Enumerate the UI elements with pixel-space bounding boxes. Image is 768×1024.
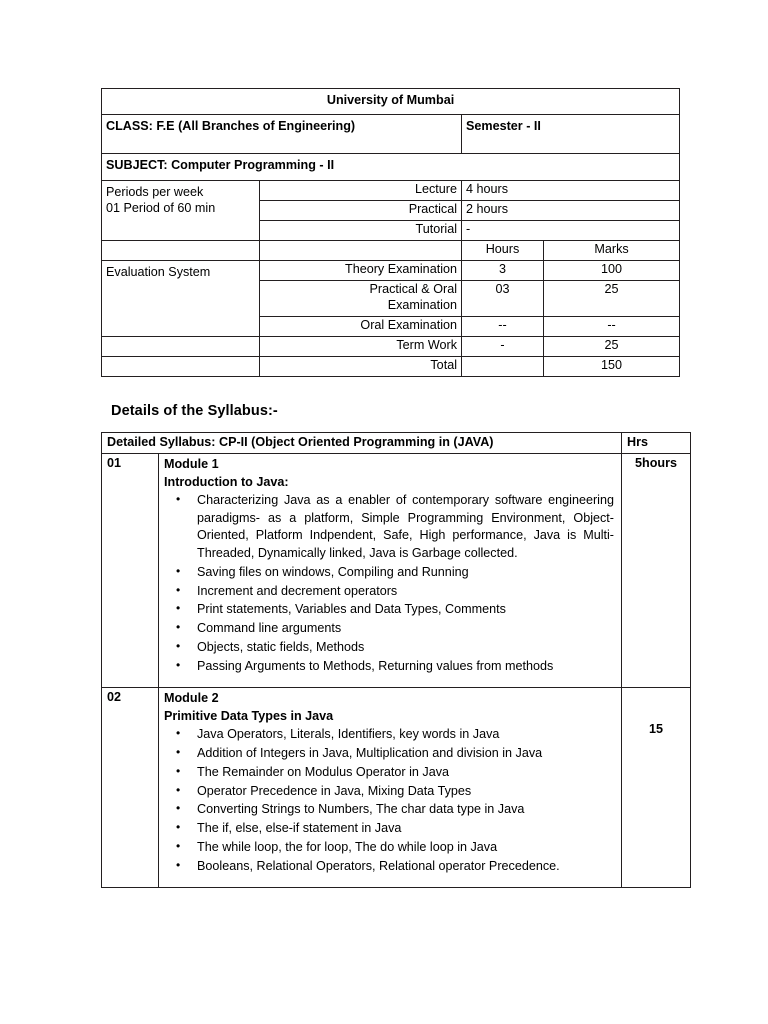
detailed-syllabus-table [101, 432, 691, 888]
course-info-table [101, 88, 680, 377]
table-row-class [102, 115, 680, 154]
eval-row-name: Oral Examination [260, 316, 462, 336]
eval-row-name-cont: Examination [387, 297, 457, 312]
table-row-theory-exam [102, 261, 680, 281]
eval-row-name: Total [260, 356, 462, 376]
list-item: • Java Operators, Literals, Identifiers, key words in Java [197, 726, 616, 744]
eval-row-hours: 03 [462, 281, 544, 317]
module-number: 01 [102, 453, 159, 687]
period-duration-line: 01 Period of 60 min [106, 200, 216, 215]
list-item: • The if, else, else-if statement in Java [197, 820, 616, 838]
periods-row-name: Lecture [260, 181, 462, 201]
list-item: • Converting Strings to Numbers, The char data type in Java [197, 801, 616, 819]
table-row-lecture [102, 181, 680, 201]
table-row-subject [102, 154, 680, 181]
table-row-university-title [102, 89, 680, 115]
eval-row-name: Practical & Oral [369, 282, 457, 296]
table-row-term-work [102, 336, 680, 356]
table-row-eval-header [102, 241, 680, 261]
evaluation-system-label: Evaluation System [102, 261, 260, 337]
list-item: • Passing Arguments to Methods, Returning values from methods [197, 658, 616, 676]
periods-row-name: Practical [260, 201, 462, 221]
eval-row-hours: 3 [462, 261, 544, 281]
module-title: Module 2 [164, 691, 219, 706]
eval-row-hours: - [462, 336, 544, 356]
eval-row-marks: 25 [544, 336, 680, 356]
eval-header-blank-mid [260, 241, 462, 261]
total-blank-left [102, 356, 260, 376]
eval-row-marks: 25 [544, 281, 680, 317]
term-work-blank-left [102, 336, 260, 356]
syllabus-header-title: Detailed Syllabus: CP-II (Object Oriented Programming in (JAVA) [102, 432, 622, 453]
list-item: • The Remainder on Modulus Operator in Java [197, 764, 616, 782]
eval-row-hours [462, 356, 544, 376]
list-item: • Increment and decrement operators [197, 583, 616, 601]
list-item: • Addition of Integers in Java, Multiplication and division in Java [197, 745, 616, 763]
eval-row-name: Term Work [260, 336, 462, 356]
semester-label: Semester - II [462, 115, 680, 154]
list-item: • Command line arguments [197, 620, 616, 638]
module-content [159, 453, 622, 687]
list-item: • Operator Precedence in Java, Mixing Data Types [197, 783, 616, 801]
periods-label-cell [102, 181, 260, 241]
eval-row-marks: 100 [544, 261, 680, 281]
eval-row-name: Theory Examination [260, 261, 462, 281]
module-hours: 5hours [622, 453, 691, 687]
class-label: CLASS: F.E (All Branches of Engineering) [102, 115, 462, 154]
eval-header-blank-left [102, 241, 260, 261]
table-row-total [102, 356, 680, 376]
module-topic-list [164, 492, 616, 676]
eval-row-name-cell [260, 281, 462, 317]
module-content [159, 688, 622, 888]
table-row-syllabus-header [102, 432, 691, 453]
table-row-module-2 [102, 688, 691, 888]
module-subtitle: Introduction to Java: [164, 474, 289, 489]
list-item: • Booleans, Relational Operators, Relational operator Precedence. [197, 858, 616, 876]
list-item: • Print statements, Variables and Data Types, Comments [197, 601, 616, 619]
periods-row-value: 4 hours [462, 181, 680, 201]
periods-row-value: 2 hours [462, 201, 680, 221]
eval-row-marks: -- [544, 316, 680, 336]
list-item: • Saving files on windows, Compiling and Running [197, 564, 616, 582]
module-number: 02 [102, 688, 159, 888]
periods-row-name: Tutorial [260, 221, 462, 241]
eval-row-marks: 150 [544, 356, 680, 376]
eval-col-marks: Marks [544, 241, 680, 261]
list-item: • Objects, static fields, Methods [197, 639, 616, 657]
subject-label: SUBJECT: Computer Programming - II [102, 154, 680, 181]
module-hours: 15 [622, 688, 691, 888]
table-row-module-1 [102, 453, 691, 687]
periods-per-week-line: Periods per week [106, 185, 204, 199]
list-item: • The while loop, the for loop, The do while loop in Java [197, 839, 616, 857]
syllabus-details-heading: Details of the Syllabus:- [111, 402, 278, 419]
university-title: University of Mumbai [102, 89, 680, 115]
module-title: Module 1 [164, 456, 219, 471]
eval-col-hours: Hours [462, 241, 544, 261]
list-item: • Characterizing Java as a enabler of contemporary software engineering paradigms- as a platform, Simple Programming Environment, Object-Oriented, Platform Indpendent, Safe, High performance, Java is Multi-Threaded, Dynamically linked, Java is Garbage collected. [197, 492, 616, 563]
module-topic-list [164, 726, 616, 875]
syllabus-header-hrs: Hrs [622, 432, 691, 453]
module-subtitle: Primitive Data Types in Java [164, 709, 334, 724]
eval-row-hours: -- [462, 316, 544, 336]
periods-row-value: - [462, 221, 680, 241]
